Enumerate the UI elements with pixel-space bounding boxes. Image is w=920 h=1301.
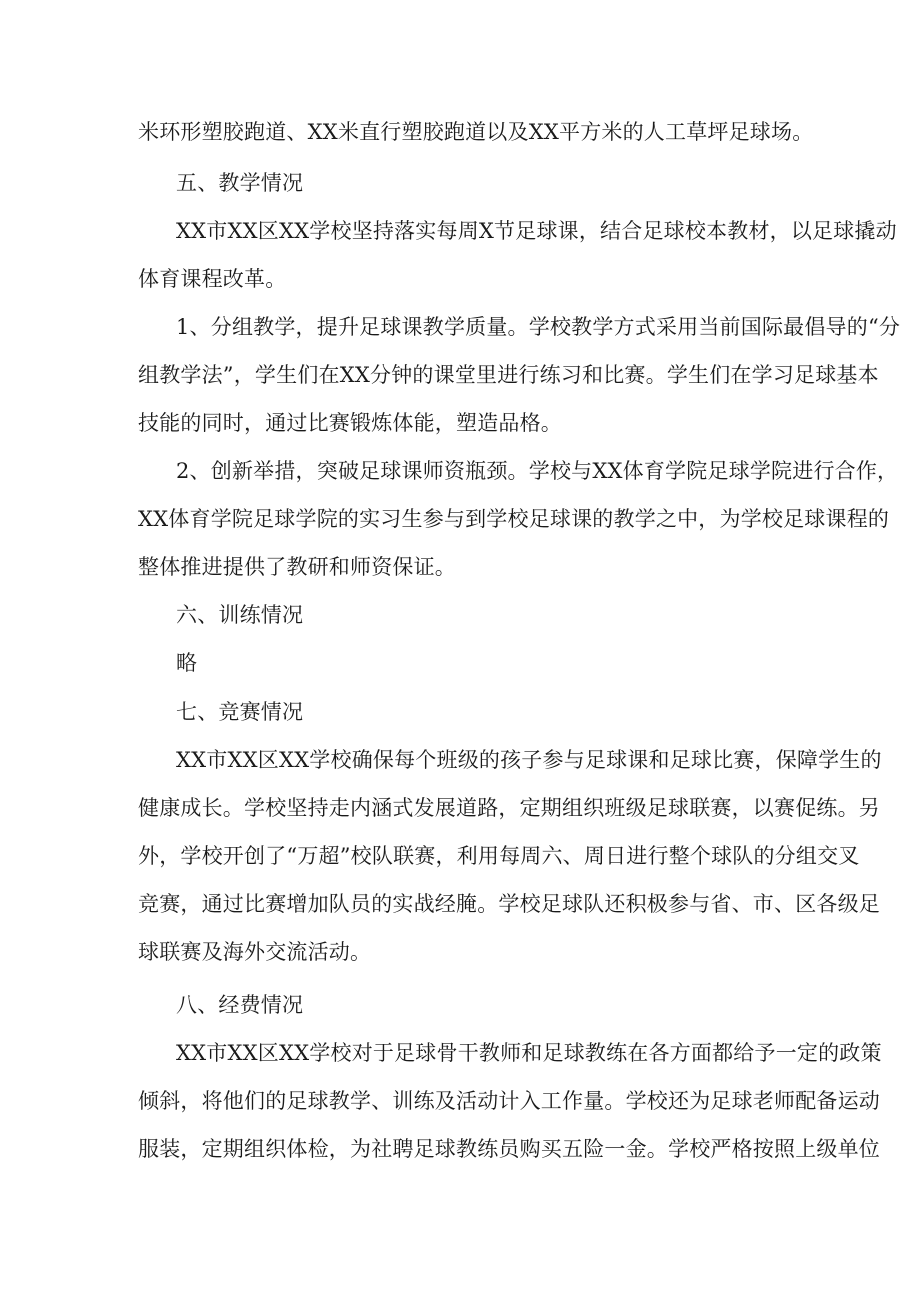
paragraph-line: 略 — [176, 651, 198, 675]
paragraph-line: XX市XX区XX学校坚持落实每周X节足球课，结合足球校本教材，以足球撬动 — [176, 219, 897, 243]
paragraph-line: 组教学法”，学生们在XX分钟的课堂里进行练习和比赛。学生们在学习足球基本 — [138, 363, 879, 387]
section-heading-training: 六、训练情况 — [176, 603, 304, 627]
section-heading-funding: 八、经费情况 — [176, 993, 304, 1017]
paragraph-line: 球联赛及海外交流活动。 — [138, 940, 372, 964]
section-heading-teaching: 五、教学情况 — [176, 171, 304, 195]
paragraph-line: 外，学校开创了“万超”校队联赛，利用每周六、周日进行整个球队的分组交叉 — [138, 844, 860, 868]
paragraph-line: 整体推进提供了教研和师资保证。 — [138, 555, 456, 579]
paragraph-line: 健康成长。学校坚持走内涵式发展道路，定期组织班级足球联赛，以赛促练。另 — [138, 796, 880, 820]
paragraph-line: 倾斜，将他们的足球教学、训练及活动计入工作量。学校还为足球老师配备运动 — [138, 1089, 880, 1113]
paragraph-line: XX市XX区XX学校确保每个班级的孩子参与足球课和足球比赛，保障学生的 — [176, 748, 882, 772]
section-heading-competition: 七、竞赛情况 — [176, 700, 304, 724]
paragraph-line: 竞赛，通过比赛增加队员的实战经腌。学校足球队还积极参与省、市、区各级足 — [138, 892, 880, 916]
paragraph-line: 服装，定期组织体检，为社聘足球教练员购买五险一金。学校严格按照上级单位 — [138, 1137, 880, 1161]
paragraph-line: 体育课程改革。 — [138, 267, 287, 291]
paragraph-line: 1、分组教学，提升足球课教学质量。学校教学方式采用当前国际最倡导的“分 — [176, 315, 901, 339]
paragraph-line: 技能的同时，通过比赛锻炼体能，塑造品格。 — [138, 411, 562, 435]
paragraph-line: XX体育学院足球学院的实习生参与到学校足球课的教学之中，为学校足球课程的 — [138, 507, 890, 531]
paragraph-line: XX市XX区XX学校对于足球骨干教师和足球教练在各方面都给予一定的政策 — [176, 1041, 882, 1065]
paragraph-line: 2、创新举措，突破足球课师资瓶颈。学校与XX体育学院足球学院进行合作， — [176, 459, 899, 483]
paragraph-line: 米环形塑胶跑道、XX米直行塑胶跑道以及XX平方米的人工草坪足球场。 — [138, 120, 814, 144]
